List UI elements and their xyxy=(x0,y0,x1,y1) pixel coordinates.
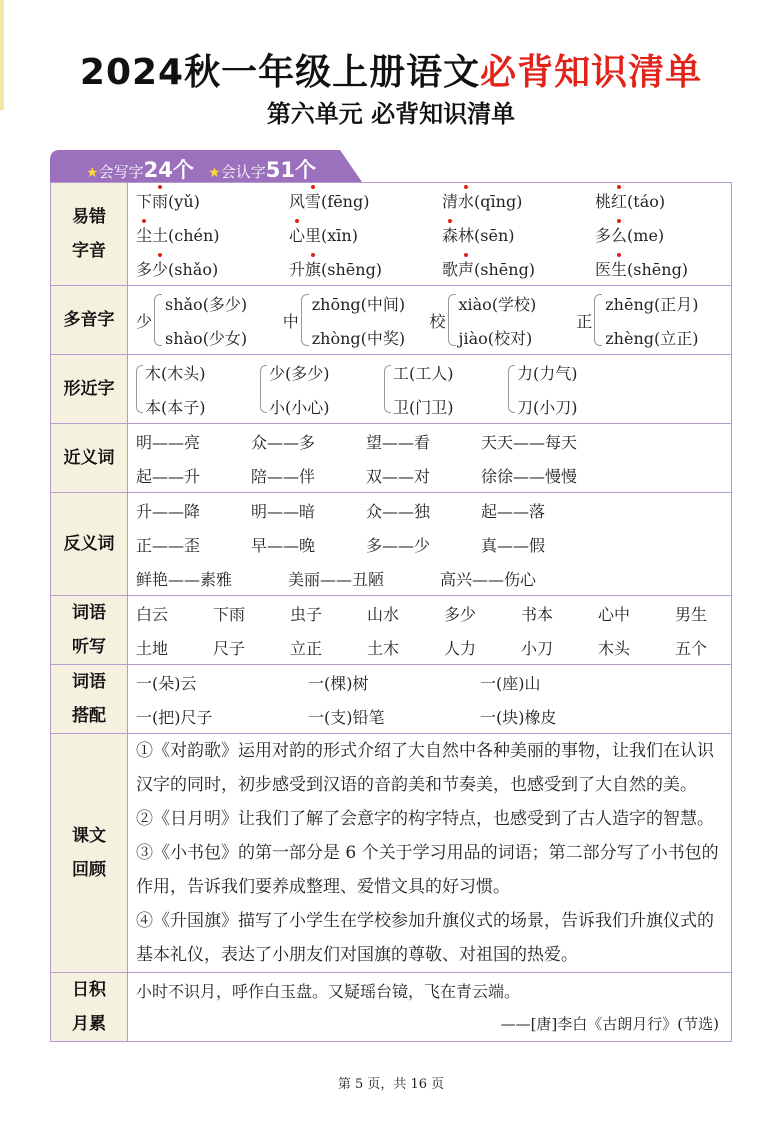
dictation-word: 书本 xyxy=(521,604,554,624)
brace-icon xyxy=(508,365,515,413)
antonym-row xyxy=(136,527,723,561)
polyphonic-content xyxy=(128,286,732,355)
write-count: 24 xyxy=(143,158,173,182)
pinyin-word: 风雪(fēng) xyxy=(289,189,442,212)
section-header: 词语 听写 xyxy=(51,596,128,665)
pronunciation-row xyxy=(136,217,723,251)
section-accumulation xyxy=(51,973,732,1042)
word-pair: 众——多 xyxy=(251,432,316,452)
review-paragraph: ①《对韵歌》运用对韵的形式介绍了大自然中各种美丽的事物，让我们在认识汉字的同时，初步感受到汉语的音韵美和节奏美，也感受到了大自然的美。 xyxy=(136,741,714,795)
section-pronunciation xyxy=(51,183,732,286)
brace-icon xyxy=(154,294,162,346)
poem-source: ——[唐]李白《古朗月行》(节选) xyxy=(500,1015,719,1033)
read-label: 会认字 xyxy=(220,163,266,181)
poem-text: 小时不识月，呼作白玉盘。又疑瑶台镜，飞在青云端。 xyxy=(136,981,521,1001)
dictation-word: 土地 xyxy=(136,638,169,658)
dictation-row xyxy=(136,596,723,630)
pronunciation-content xyxy=(128,183,732,286)
read-unit: 个 xyxy=(294,158,316,182)
word-pair: 双——对 xyxy=(366,466,431,486)
section-synonyms xyxy=(51,424,732,493)
word-pair: 众——独 xyxy=(366,501,431,521)
word-pair: 起——落 xyxy=(481,501,546,521)
dictation-word: 土木 xyxy=(367,638,400,658)
word-count-badge xyxy=(50,150,360,182)
similar-group: 力(力气) 刀(小刀) xyxy=(508,355,632,423)
pinyin-word: 清水(qīng) xyxy=(442,189,595,212)
title-main: 2024秋一年级上册语文 xyxy=(79,52,481,93)
pinyin-word: 森林(sēn) xyxy=(442,223,595,246)
word-pair: 多——少 xyxy=(366,535,431,555)
page-title xyxy=(0,44,782,95)
antonym-row xyxy=(136,493,723,527)
knowledge-table xyxy=(50,182,732,1042)
collocation-item: 一(朵)云 xyxy=(136,673,197,693)
write-label: 会写字 xyxy=(98,163,144,181)
review-paragraph: ④《升国旗》描写了小学生在学校参加升旗仪式的场景，告诉我们升旗仪式的基本礼仪，表达了小朋友们对国旗的尊敬、对祖国的热爱。 xyxy=(136,911,714,965)
word-pair: 高兴——伤心 xyxy=(440,569,537,589)
section-collocation xyxy=(51,665,732,734)
dictation-word: 山水 xyxy=(367,604,400,624)
pronunciation-row xyxy=(136,183,723,217)
section-review xyxy=(51,734,732,973)
section-header: 形近字 xyxy=(51,355,128,424)
word-pair: 天天——每天 xyxy=(481,432,578,452)
word-pair: 升——降 xyxy=(136,501,201,521)
synonyms-content xyxy=(128,424,732,493)
dictation-word: 五个 xyxy=(675,638,708,658)
star-icon: ★ xyxy=(86,165,99,181)
brace-icon xyxy=(136,365,143,413)
collocation-item: 一(棵)树 xyxy=(308,673,369,693)
word-pair: 美丽——丑陋 xyxy=(288,569,385,589)
read-count: 51 xyxy=(265,158,295,182)
dictation-content xyxy=(128,596,732,665)
pinyin-word: 尘土(chén) xyxy=(136,223,289,246)
similar-group: 木(木头) 本(本子) xyxy=(136,355,260,423)
dictation-word: 下雨 xyxy=(213,604,246,624)
section-header: 易错 字音 xyxy=(51,183,128,286)
dictation-word: 小刀 xyxy=(521,638,554,658)
dictation-word: 心中 xyxy=(598,604,631,624)
collocation-item: 一(块)橡皮 xyxy=(480,707,557,727)
word-pair: 真——假 xyxy=(481,535,546,555)
dictation-word: 白云 xyxy=(136,604,169,624)
collocation-item: 一(支)铅笔 xyxy=(308,707,385,727)
antonym-row xyxy=(136,561,723,595)
accumulation-content xyxy=(128,973,732,1042)
word-pair: 徐徐——慢慢 xyxy=(481,466,578,486)
section-header: 近义词 xyxy=(51,424,128,493)
page-subtitle: 第六单元 必背知识清单 xyxy=(266,100,516,128)
brace-icon xyxy=(448,294,456,346)
section-antonyms xyxy=(51,493,732,596)
star-icon: ★ xyxy=(208,165,221,181)
word-pair: 陪——伴 xyxy=(251,466,316,486)
synonym-row xyxy=(136,458,723,492)
polyphonic-group: 正 zhēng(正月) zhèng(立正) xyxy=(576,294,699,348)
word-pair: 早——晚 xyxy=(251,535,316,555)
polyphonic-group: 少 shǎo(多少) shào(少女) xyxy=(136,294,248,348)
word-pair: 望——看 xyxy=(366,432,431,452)
pinyin-word: 医生(shēng) xyxy=(595,257,688,280)
dictation-row xyxy=(136,630,723,664)
review-content xyxy=(128,734,732,973)
collocation-row xyxy=(136,699,723,733)
similar-content xyxy=(128,355,732,424)
similar-group: 工(工人) 卫(门卫) xyxy=(384,355,508,423)
section-header: 日积 月累 xyxy=(51,973,128,1042)
write-unit: 个 xyxy=(172,158,194,182)
word-pair: 明——暗 xyxy=(251,501,316,521)
dictation-word: 木头 xyxy=(598,638,631,658)
brace-icon xyxy=(260,365,267,413)
dictation-word: 虫子 xyxy=(290,604,323,624)
polyphonic-group: 中 zhōng(中间) zhòng(中奖) xyxy=(282,294,406,348)
dictation-word: 人力 xyxy=(444,638,477,658)
section-header: 反义词 xyxy=(51,493,128,596)
pinyin-word: 多少(shǎo) xyxy=(136,257,289,280)
brace-icon xyxy=(384,365,391,413)
pinyin-word: 升旗(shēng) xyxy=(289,257,442,280)
section-polyphonic xyxy=(51,286,732,355)
badge-text xyxy=(86,154,316,184)
brace-icon xyxy=(594,294,602,346)
page-footer: 第 5 页，共 16 页 xyxy=(337,1077,445,1092)
pronunciation-row xyxy=(136,251,723,285)
collocation-item: 一(座)山 xyxy=(480,673,541,693)
pinyin-word: 心里(xīn) xyxy=(289,223,442,246)
polyphonic-group: 校 xiào(学校) jiào(校对) xyxy=(429,294,537,348)
pinyin-word: 下雨(yǔ) xyxy=(136,189,289,212)
collocation-content xyxy=(128,665,732,734)
review-paragraph: ②《日月明》让我们了解了会意字的构字特点，也感受到了古人造字的智慧。 xyxy=(136,809,714,829)
collocation-item: 一(把)尺子 xyxy=(136,707,213,727)
word-pair: 鲜艳——素雅 xyxy=(136,569,233,589)
synonym-row xyxy=(136,424,723,458)
pinyin-word: 歌声(shēng) xyxy=(442,257,595,280)
word-pair: 起——升 xyxy=(136,466,201,486)
similar-group: 少(多少) 小(小心) xyxy=(260,355,384,423)
brace-icon xyxy=(301,294,309,346)
dictation-word: 男生 xyxy=(675,604,708,624)
pinyin-word: 桃红(táo) xyxy=(595,189,665,212)
title-highlight: 必背知识清单 xyxy=(480,52,703,93)
section-header: 多音字 xyxy=(51,286,128,355)
dictation-word: 尺子 xyxy=(213,638,246,658)
section-similar xyxy=(51,355,732,424)
section-header: 词语 搭配 xyxy=(51,665,128,734)
review-paragraph: ③《小书包》的第一部分是 6 个关于学习用品的词语；第二部分写了小书包的作用，告诉我们要养成整理、爱惜文具的好习惯。 xyxy=(136,843,719,897)
section-header: 课文 回顾 xyxy=(51,734,128,973)
collocation-row xyxy=(136,665,723,699)
dictation-word: 多少 xyxy=(444,604,477,624)
word-pair: 正——歪 xyxy=(136,535,201,555)
pinyin-word: 多么(me) xyxy=(595,223,664,246)
antonyms-content xyxy=(128,493,732,596)
dictation-word: 立正 xyxy=(290,638,323,658)
word-pair: 明——亮 xyxy=(136,432,201,452)
section-dictation xyxy=(51,596,732,665)
